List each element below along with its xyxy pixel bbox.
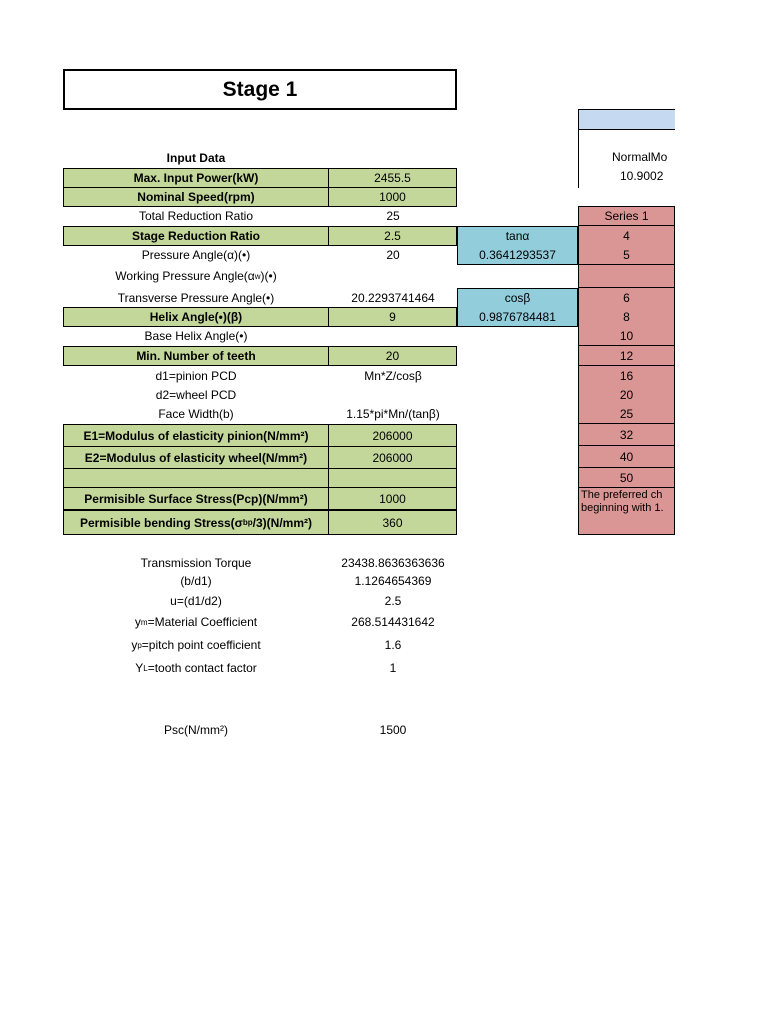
stage-title: [63, 69, 457, 110]
input-data-header[interactable]: Input Data: [166, 151, 226, 165]
value-material-coefficient[interactable]: 268.514431642: [351, 615, 435, 629]
input-row-nominal-speed[interactable]: [63, 187, 457, 207]
label-total-ratio[interactable]: Total Reduction Ratio: [138, 209, 254, 223]
label-max-power[interactable]: Max. Input Power(kW): [63, 168, 329, 188]
series-cell[interactable]: 10: [578, 326, 675, 346]
input-row-stage-ratio[interactable]: [63, 226, 457, 246]
value-bending-stress[interactable]: 360: [329, 510, 457, 535]
value-e1[interactable]: 206000: [329, 424, 457, 447]
label-torque[interactable]: Transmission Torque: [140, 556, 252, 570]
value-min-teeth[interactable]: 20: [329, 346, 457, 366]
label-pinion-pcd[interactable]: d1=pinion PCD: [155, 369, 237, 383]
value-b-d1[interactable]: 1.1264654369: [354, 574, 432, 588]
value-face-width[interactable]: 1.15*pi*Mn/(tanβ): [346, 407, 440, 421]
label-empty[interactable]: [63, 468, 329, 488]
series-cell[interactable]: 5: [578, 245, 675, 265]
series-cell[interactable]: 40: [578, 446, 675, 468]
label-base-helix-angle[interactable]: Base Helix Angle(•): [144, 329, 248, 343]
value-wheel-pcd[interactable]: [329, 385, 457, 405]
input-row-base-helix-angle[interactable]: [63, 326, 457, 346]
input-data-header-row: [63, 148, 457, 168]
normal-module-label[interactable]: NormalMo: [612, 150, 668, 164]
value-torque[interactable]: 23438.8636363636: [341, 556, 445, 570]
input-row-min-teeth[interactable]: [63, 346, 457, 366]
value-pressure-angle[interactable]: 20: [386, 248, 400, 262]
result-row-material-coefficient[interactable]: [63, 612, 457, 632]
input-row-max-power[interactable]: [63, 168, 457, 188]
input-row-bending-stress[interactable]: [63, 510, 457, 535]
value-stage-ratio[interactable]: 2.5: [329, 226, 457, 246]
series-cell[interactable]: 6: [578, 288, 675, 308]
series-cell[interactable]: 25: [578, 404, 675, 424]
tan-alpha-label[interactable]: tanα: [457, 226, 578, 246]
series-cell[interactable]: 20: [578, 385, 675, 405]
series-cell[interactable]: [578, 265, 675, 288]
input-row-working-pressure-angle[interactable]: [63, 265, 457, 287]
label-material-coefficient[interactable]: y m =Material Coefficient: [134, 615, 258, 629]
input-row-face-width[interactable]: [63, 404, 457, 424]
input-row-empty[interactable]: [63, 468, 457, 488]
input-row-pinion-pcd[interactable]: [63, 366, 457, 386]
result-row-torque[interactable]: [63, 553, 457, 573]
value-pinion-pcd[interactable]: Mn*Z/cosβ: [364, 369, 422, 383]
label-nominal-speed[interactable]: Nominal Speed(rpm): [63, 187, 329, 207]
value-empty[interactable]: [329, 468, 457, 488]
label-e2[interactable]: E2=Modulus of elasticity wheel(N/mm²): [63, 446, 329, 469]
input-row-wheel-pcd[interactable]: [63, 385, 457, 405]
value-helix-angle[interactable]: 9: [329, 307, 457, 327]
series-note[interactable]: [578, 488, 675, 535]
label-helix-angle[interactable]: Helix Angle(•)(β): [63, 307, 329, 327]
label-min-teeth[interactable]: Min. Number of teeth: [63, 346, 329, 366]
label-psc[interactable]: Psc(N/mm²): [164, 723, 228, 737]
result-row-tooth-contact[interactable]: [63, 658, 457, 678]
input-row-total-ratio[interactable]: [63, 206, 457, 226]
value-pitch-point[interactable]: 1.6: [384, 638, 402, 652]
input-row-e2[interactable]: [63, 446, 457, 469]
series-cell[interactable]: 4: [578, 226, 675, 246]
value-base-helix-angle[interactable]: [329, 326, 457, 346]
label-working-pressure-angle[interactable]: Working Pressure Angle(α w )(•): [115, 269, 277, 283]
value-tooth-contact[interactable]: 1: [389, 661, 397, 675]
series-cell[interactable]: 32: [578, 424, 675, 446]
value-working-pressure-angle[interactable]: [329, 265, 457, 287]
label-stage-ratio[interactable]: Stage Reduction Ratio: [63, 226, 329, 246]
series-note-line-2: beginning with 1.: [581, 502, 664, 514]
label-tooth-contact[interactable]: Y L =tooth contact factor: [135, 661, 257, 675]
input-row-pressure-angle[interactable]: [63, 245, 457, 265]
result-row-psc[interactable]: [63, 720, 457, 740]
input-row-transverse-pressure-angle[interactable]: [63, 288, 457, 308]
value-max-power[interactable]: 2455.5: [329, 168, 457, 188]
series-cell[interactable]: 12: [578, 346, 675, 366]
result-row-u[interactable]: [63, 591, 457, 611]
label-transverse-pressure-angle[interactable]: Transverse Pressure Angle(•): [117, 291, 275, 305]
result-row-b-d1[interactable]: [63, 571, 457, 591]
label-e1[interactable]: E1=Modulus of elasticity pinion(N/mm²): [63, 424, 329, 447]
label-pressure-angle[interactable]: Pressure Angle(α)(•): [141, 248, 251, 262]
series-header[interactable]: Series 1: [578, 206, 675, 226]
value-nominal-speed[interactable]: 1000: [329, 187, 457, 207]
value-u[interactable]: 2.5: [384, 594, 402, 608]
label-bending-stress[interactable]: Permisible bending Stress(σ bp /3)(N/mm²): [63, 510, 329, 535]
label-pitch-point[interactable]: y p =pitch point coefficient: [131, 638, 261, 652]
normal-module-header-cell[interactable]: [578, 109, 675, 130]
series-cell[interactable]: 50: [578, 468, 675, 488]
value-e2[interactable]: 206000: [329, 446, 457, 469]
normal-module-value[interactable]: 10.9002: [620, 169, 664, 183]
value-transverse-pressure-angle[interactable]: 20.2293741464: [351, 291, 435, 305]
value-surface-stress[interactable]: 1000: [329, 487, 457, 510]
tan-alpha-value[interactable]: 0.3641293537: [457, 245, 578, 265]
input-row-surface-stress[interactable]: [63, 487, 457, 510]
stage-title-text: Stage 1: [222, 77, 298, 101]
series-cell[interactable]: 8: [578, 307, 675, 327]
input-row-helix-angle[interactable]: [63, 307, 457, 327]
label-wheel-pcd[interactable]: d2=wheel PCD: [155, 388, 237, 402]
series-note-line-1: The preferred ch: [581, 489, 663, 501]
result-row-pitch-point[interactable]: [63, 635, 457, 655]
series-cell[interactable]: 16: [578, 366, 675, 386]
column-divider: [578, 130, 579, 188]
value-total-ratio[interactable]: 25: [386, 209, 400, 223]
label-face-width[interactable]: Face Width(b): [158, 407, 234, 421]
label-u[interactable]: u=(d1/d2): [170, 594, 222, 608]
label-surface-stress[interactable]: Permisible Surface Stress(Pcp)(N/mm²): [63, 487, 329, 510]
cos-beta-label[interactable]: cosβ: [457, 288, 578, 308]
cos-beta-value[interactable]: 0.9876784481: [457, 307, 578, 327]
label-b-d1[interactable]: (b/d1): [180, 574, 212, 588]
value-psc[interactable]: 1500: [379, 723, 407, 737]
input-row-e1[interactable]: [63, 424, 457, 447]
